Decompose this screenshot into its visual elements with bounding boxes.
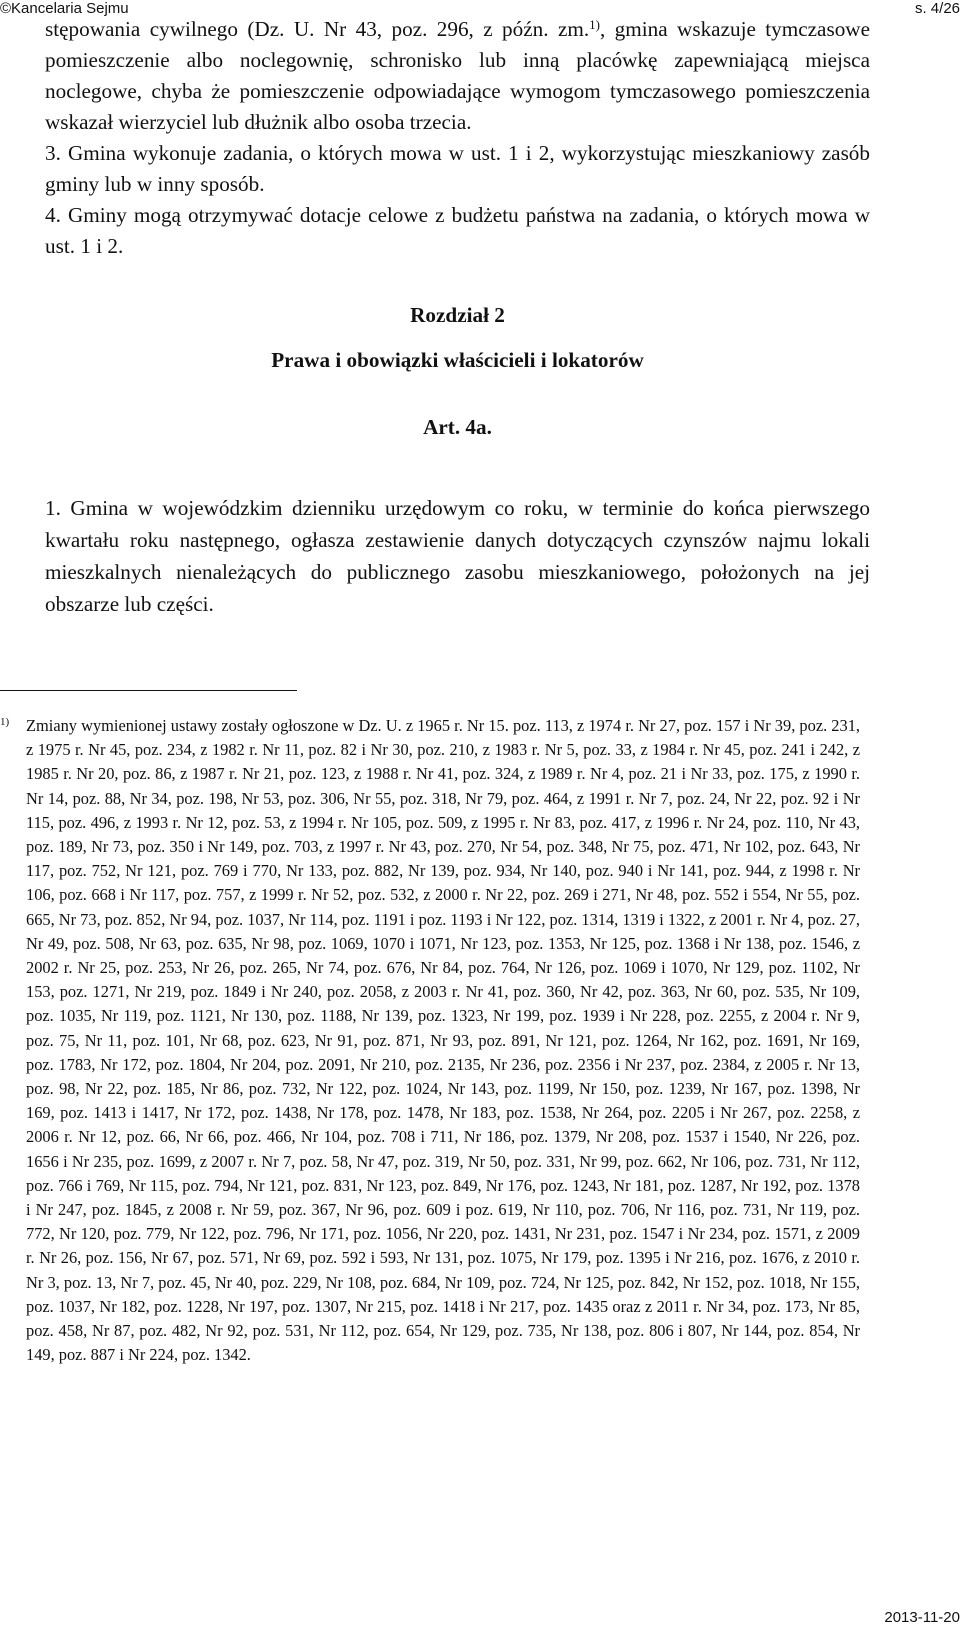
article-paragraph-1: 1. Gmina w wojewódzkim dzienniku urzędowym co roku, w terminie do końca pierwszego kwartału roku następnego, ogłasza zestawienie danych dotyczących czynszów najmu lokali mieszkalnych nienależących do publicznego zasobu mieszkaniowego, położonych na jej obszarze lub części.	[45, 496, 870, 616]
footnote-text: Zmiany wymienionej ustawy zostały ogłoszone w Dz. U. z 1965 r. Nr 15. poz. 113, z 1974 r. Nr 27, poz. 157 i Nr 39, poz. 231, z 1975 r. Nr 45, poz. 234, z 1982 r. Nr 11, poz. 82 i Nr 30, poz. 210, z 1983 r. Nr 5, poz. 33, z 1984 r. Nr 45, poz. 241 i 242, z 1985 r. Nr 20, poz. 86, z 1987 r. Nr 21, poz. 123, z 1988 r. Nr 41, poz. 324, z 1989 r. Nr 4, poz. 21 i Nr 33, poz. 175, z 1990 r. Nr 14, poz. 88, Nr 34, poz. 198, Nr 53, poz. 306, Nr 55, poz. 318, Nr 79, poz. 464, z 1991 r. Nr 7, poz. 24, Nr 22, poz. 92 i Nr 115, poz. 496, z 1993 r. Nr 12, poz. 53, z 1994 r. Nr 105, poz. 509, z 1995 r. Nr 83, poz. 417, z 1996 r. Nr 24, poz. 110, Nr 43, poz. 189, Nr 73, poz. 350 i Nr 149, poz. 703, z 1997 r. Nr 43, poz. 270, Nr 54, poz. 348, Nr 75, poz. 471, Nr 102, poz. 643, Nr 117, poz. 752, Nr 121, poz. 769 i 770, Nr 133, poz. 882, Nr 139, poz. 934, Nr 140, poz. 940 i Nr 141, poz. 944, z 1998 r. Nr 106, poz. 668 i Nr 117, poz. 757, z 1999 r. Nr 52, poz. 532, z 2000 r. Nr 22, poz. 269 i 271, Nr 48, poz. 552 i 554, Nr 55, poz. 665, Nr 73, poz. 852, Nr 94, poz. 1037, Nr 114, poz. 1191 i poz. 1193 i Nr 122, poz. 1314, 1319 i 1322, z 2001 r. Nr 4, poz. 27, Nr 49, poz. 508, Nr 63, poz. 635, Nr 98, poz. 1069, 1070 i 1071, Nr 123, poz. 1353, Nr 125, poz. 1368 i Nr 138, poz. 1546, z 2002 r. Nr 25, poz. 253, Nr 26, poz. 265, Nr 74, poz. 676, Nr 84, poz. 764, Nr 126, poz. 1069 i 1070, Nr 129, poz. 1102, Nr 153, poz. 1271, Nr 219, poz. 1849 i Nr 240, poz. 2058, z 2003 r. Nr 41, poz. 360, Nr 42, poz. 363, Nr 60, poz. 535, Nr 109, poz. 1035, Nr 119, poz. 1121, Nr 130, poz. 1188, Nr 139, poz. 1323, Nr 199, poz. 1939 i Nr 228, poz. 2255, z 2004 r. Nr 9, poz. 75, Nr 11, poz. 101, Nr 68, poz. 623, Nr 91, poz. 871, Nr 93, poz. 891, Nr 121, poz. 1264, Nr 162, poz. 1691, Nr 169, poz. 1783, Nr 172, poz. 1804, Nr 204, poz. 2091, Nr 210, poz. 2135, Nr 236, poz. 2356 i Nr 237, poz. 2384, z 2005 r. Nr 13, poz. 98, Nr 22, poz. 185, Nr 86, poz. 732, Nr 122, poz. 1024, Nr 143, poz. 1199, Nr 150, poz. 1239, Nr 167, poz. 1398, Nr 169, poz. 1413 i 1417, Nr 172, poz. 1438, Nr 178, poz. 1478, Nr 183, poz. 1538, Nr 264, poz. 2205 i Nr 267, poz. 2258, z 2006 r. Nr 12, poz. 66, Nr 66, poz. 466, Nr 104, poz. 708 i 711, Nr 186, poz. 1379, Nr 208, poz. 1537 i 1540, Nr 226, poz. 1656 i Nr 235, poz. 1699, z 2007 r. Nr 7, poz. 58, Nr 47, poz. 319, Nr 50, poz. 331, Nr 99, poz. 662, Nr 106, poz. 731, Nr 112, poz. 766 i 769, Nr 115, poz. 794, Nr 121, poz. 831, Nr 123, poz. 849, Nr 176, poz. 1243, Nr 181, poz. 1287, Nr 192, poz. 1378 i Nr 247, poz. 1845, z 2008 r. Nr 59, poz. 367, Nr 96, poz. 609 i poz. 619, Nr 110, poz. 706, Nr 116, poz. 731, Nr 119, poz. 772, Nr 120, poz. 779, Nr 122, poz. 796, Nr 171, poz. 1056, Nr 220, poz. 1431, Nr 231, poz. 1547 i Nr 234, poz. 1571, z 2009 r. Nr 26, poz. 156, Nr 67, poz. 571, Nr 69, poz. 592 i 593, Nr 131, poz. 1075, Nr 179, poz. 1395 i Nr 216, poz. 1676, z 2010 r. Nr 3, poz. 13, Nr 7, poz. 45, Nr 40, poz. 229, Nr 108, poz. 684, Nr 109, poz. 724, Nr 125, poz. 842, Nr 152, poz. 1018, Nr 155, poz. 1037, Nr 182, poz. 1228, Nr 197, poz. 1307, Nr 215, poz. 1418 i Nr 217, poz. 1435 oraz z 2011 r. Nr 34, poz. 173, Nr 85, poz. 458, Nr 87, poz. 482, Nr 92, poz. 531, Nr 112, poz. 654, Nr 129, poz. 735, Nr 138, poz. 806 i 807, Nr 144, poz. 854, Nr 149, poz. 887 i Nr 224, poz. 1342.	[26, 716, 860, 1365]
footnote-separator	[0, 690, 297, 691]
paragraph-continuation-start: stępowania cywilnego (Dz. U. Nr 43, poz. 296, z późn. zm.	[45, 17, 590, 41]
chapter-number: Rozdział 2	[410, 303, 505, 327]
paragraph-4: 4. Gminy mogą otrzymywać dotacje celowe z budżetu państwa na zadania, o których mowa w ust. 1 i 2.	[45, 203, 870, 258]
footnote-reference[interactable]: 1)	[589, 17, 600, 32]
paragraph-continuation	[45, 14, 870, 138]
paragraph-3: 3. Gmina wykonuje zadania, o których mowa w ust. 1 i 2, wykorzystując mieszkaniowy zasób gminy lub w inny sposób.	[45, 141, 870, 196]
header-copyright: ©Kancelaria Sejmu	[0, 0, 129, 17]
footnote	[0, 714, 860, 1367]
article-label: Art. 4a.	[423, 415, 492, 439]
paragraph-continuation-end: , gmina wskazuje tymczasowe pomieszczenie albo noclegownię, schronisko lub inną placówkę zapewniającą miejsca noclegowe, chyba że pomieszczenie odpowiadające wymogom tymczasowego pomieszczenia wskazał wierzyciel lub dłużnik albo osoba trzecia.	[45, 17, 870, 134]
chapter-title: Prawa i obowiązki właścicieli i lokatorów	[271, 348, 644, 372]
header-page-number: s. 4/26	[914, 0, 960, 17]
document-body	[45, 14, 870, 443]
footnote-mark: 1)	[0, 716, 10, 728]
footer-date: 2013-11-20	[884, 1609, 960, 1626]
